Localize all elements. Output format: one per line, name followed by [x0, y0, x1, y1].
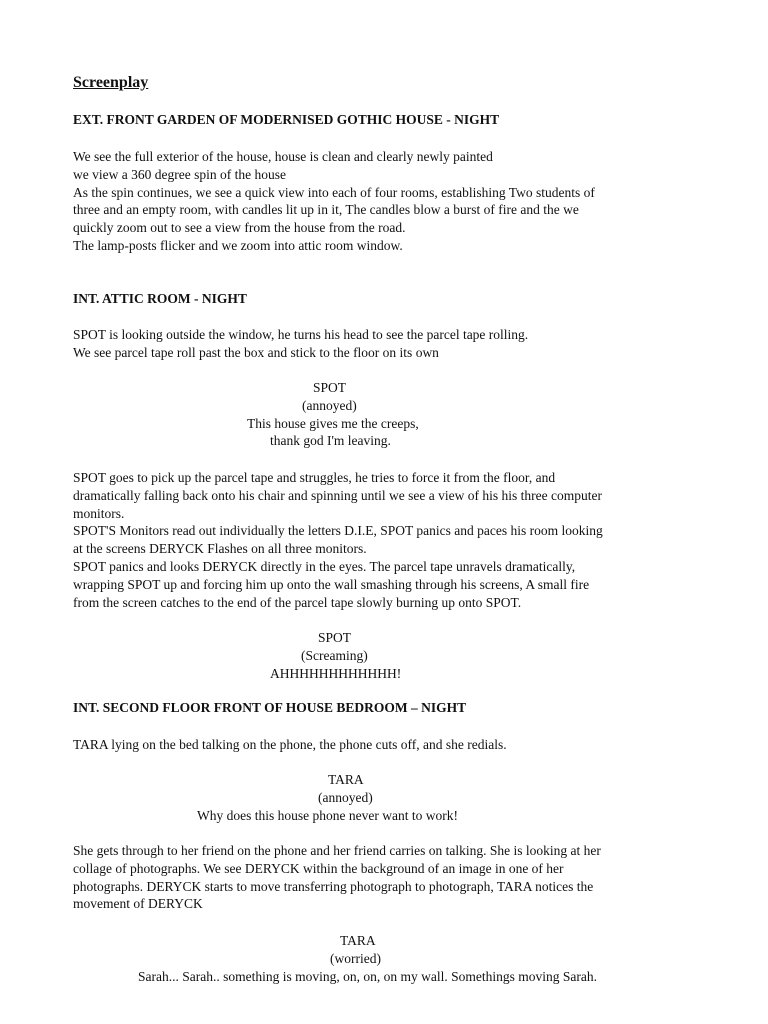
action-line: She gets through to her friend on the phone and her friend carries on talking. She is looking at her [73, 843, 601, 858]
action-line: TARA lying on the bed talking on the phone, the phone cuts off, and she redials. [73, 737, 507, 752]
scene-2-dialogue-1 [0, 379, 768, 450]
action-line: at the screens DERYCK Flashes on all three monitors. [73, 541, 367, 557]
scene-3-dialogue-2 [0, 932, 768, 985]
action-line: We see parcel tape roll past the box and stick to the floor on its own [73, 344, 439, 360]
action-line: movement of DERYCK [73, 896, 203, 912]
character-name: TARA [340, 933, 376, 948]
action-line: quickly zoom out to see a view from the house from the road. [73, 220, 406, 236]
scene-3-action-2 [73, 842, 693, 913]
character-name: TARA [328, 772, 364, 787]
scene-heading-3: INT. SECOND FLOOR FRONT OF HOUSE BEDROOM – NIGHT [73, 700, 467, 715]
action-line: three and an empty room, with candles lit up in it, The candles blow a burst of fire and the we [73, 202, 579, 218]
parenthetical: (Screaming) [301, 647, 368, 663]
action-line: SPOT goes to pick up the parcel tape and struggles, he tries to force it from the floor, and [73, 470, 556, 485]
action-line: The lamp-posts flicker and we zoom into attic room window. [73, 237, 403, 253]
action-line: As the spin continues, we see a quick view into each of four rooms, establishing Two students of [73, 184, 595, 200]
action-line: SPOT is looking outside the window, he turns his head to see the parcel tape rolling. [73, 327, 529, 342]
action-line: We see the full exterior of the house, house is clean and clearly newly painted [73, 149, 493, 164]
dialogue-line: Sarah... Sarah.. something is moving, on, on, on my wall. Somethings moving Sarah. [138, 968, 597, 984]
dialogue-line: AHHHHHHHHHHHH! [270, 665, 402, 681]
character-name: SPOT [318, 630, 352, 645]
document-title: Screenplay [73, 74, 149, 91]
scene-2-action-2 [73, 469, 693, 611]
parenthetical: (annoyed) [318, 789, 373, 805]
scene-heading-2: INT. ATTIC ROOM - NIGHT [73, 291, 247, 306]
scene-3-dialogue-1 [0, 771, 768, 824]
character-name: SPOT [313, 380, 347, 395]
dialogue-line: This house gives me the creeps, [247, 415, 419, 431]
scene-3-action-1 [73, 736, 693, 754]
action-line: SPOT'S Monitors read out individually the letters D.I.E, SPOT panics and paces his room looking [73, 523, 603, 539]
scene-heading-1: EXT. FRONT GARDEN OF MODERNISED GOTHIC HOUSE - NIGHT [73, 112, 500, 127]
parenthetical: (worried) [330, 950, 381, 966]
dialogue-line: Why does this house phone never want to work! [197, 807, 458, 823]
scene-2-dialogue-2 [0, 629, 768, 682]
action-line: we view a 360 degree spin of the house [73, 166, 286, 182]
scene-2-action-1 [73, 326, 693, 362]
dialogue-line: thank god I'm leaving. [270, 433, 391, 449]
action-line: monitors. [73, 505, 125, 521]
action-line: from the screen catches to the end of the parcel tape slowly burning up onto SPOT. [73, 594, 522, 610]
action-line: SPOT panics and looks DERYCK directly in the eyes. The parcel tape unravels dramatically, [73, 558, 576, 574]
action-line: photographs. DERYCK starts to move transferring photograph to photograph, TARA notices the [73, 878, 594, 894]
action-line: dramatically falling back onto his chair and spinning until we see a view of his his three computer [73, 487, 602, 503]
action-line: wrapping SPOT up and forcing him up onto the wall smashing through his screens, A small fire [73, 576, 590, 592]
action-line: collage of photographs. We see DERYCK within the background of an image in one of her [73, 860, 564, 876]
parenthetical: (annoyed) [302, 397, 357, 413]
scene-1-action [73, 148, 693, 255]
